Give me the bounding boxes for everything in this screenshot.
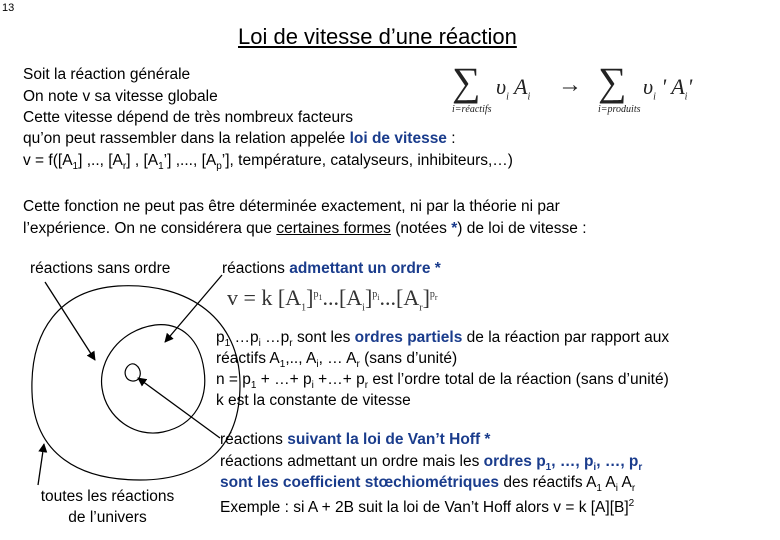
fn-part: ’] ,..., [A: [163, 152, 217, 169]
fn-sub: r: [122, 161, 127, 173]
formula-exp: p: [429, 288, 435, 300]
formula-part: ]: [364, 285, 373, 310]
text: de la réaction par rapport aux: [462, 329, 670, 346]
paragraph-text: (notées: [390, 220, 452, 237]
arrow-universe: [38, 444, 44, 485]
intro-line-1: Soit la réaction générale: [23, 66, 191, 83]
species-sub: i: [527, 91, 531, 103]
formula-part: v = k [A: [227, 285, 302, 310]
ordered-heading-term: admettant un ordre *: [289, 260, 441, 277]
text: + …+ p: [256, 371, 312, 388]
sum-symbol-right: ∑: [598, 59, 627, 104]
sub: i: [593, 462, 597, 474]
formula-sub: i: [362, 302, 365, 314]
sub: r: [364, 380, 369, 392]
vanthoff-heading-term: suivant la loi de Van’t Hoff *: [287, 431, 491, 448]
sup: 2: [628, 498, 635, 509]
paragraph-line-1: Cette fonction ne peut pas être déterminée exactement, ni par la théorie ni par: [23, 198, 560, 215]
formula-exp: p: [372, 288, 378, 300]
sub: 1: [224, 338, 231, 350]
fn-sub: p: [216, 161, 222, 173]
sum-index-products: i=produits: [598, 104, 641, 115]
ordres-partiels-term: ordres partiels: [354, 329, 463, 346]
sub: 1: [250, 380, 257, 392]
text: p: [216, 329, 225, 346]
sum-symbol-left: ∑: [452, 59, 481, 104]
formula-part: ]: [422, 285, 430, 310]
text: +…+ p: [313, 371, 365, 388]
arrow-no-order: [45, 282, 95, 360]
sub: 1: [279, 359, 286, 371]
nu-symbol: υ: [643, 74, 654, 99]
arrow-ordered: [165, 275, 222, 342]
prime: ': [655, 74, 667, 99]
text: Exemple : si A + 2B suit la loi de Van’t Hoff alors v = k [A][B]: [220, 499, 629, 517]
formula-part: ...[A: [379, 285, 420, 310]
species-symbol: A: [671, 74, 685, 99]
text: ,.., A: [285, 350, 317, 367]
formula-exp-sub: r: [434, 292, 438, 302]
text: n = p: [216, 371, 251, 388]
prime: ': [687, 74, 693, 99]
intro-line-3: Cette vitesse dépend de très nombreux facteurs: [23, 109, 353, 126]
universe-region: [32, 286, 240, 480]
universe-label-line-1: toutes les réactions: [40, 488, 175, 505]
sub: 1: [596, 483, 602, 495]
sub: r: [631, 483, 636, 495]
text: sont les: [292, 329, 355, 346]
text: (sans d’unité): [359, 350, 458, 367]
rate-constant-line: k est la constante de vitesse: [216, 392, 411, 409]
text: …p: [230, 329, 259, 346]
fn-part: ] , [A: [126, 152, 159, 169]
vanthoff-heading-prefix: réactions: [220, 431, 288, 448]
text: , … A: [318, 350, 357, 367]
ordered-heading: [222, 258, 441, 279]
text: A: [601, 474, 616, 491]
intro-line-4-text: qu’on peut rassembler dans la relation appelée: [23, 130, 350, 147]
ordered-heading-prefix: réactions: [222, 260, 290, 277]
text: est l’ordre total de la réaction (sans d’unité): [368, 371, 669, 388]
species-sub: i: [684, 91, 688, 103]
formula-part: ...[A: [322, 285, 363, 310]
stoichiometric-term: sont les coefficient stœchiométriques: [220, 474, 500, 491]
ordered-region: [102, 325, 205, 433]
vanthoff-example: [220, 493, 634, 518]
text: des réactifs A: [499, 474, 597, 491]
vanthoff-heading: [220, 429, 490, 450]
page-number: 13: [2, 2, 15, 14]
fn-part: ’], température, catalyseurs, inhibiteurs,…): [221, 152, 513, 169]
formula-exp: p: [313, 288, 319, 300]
formula-exp-sub: 1: [318, 292, 323, 302]
formula-exp-sub: i: [377, 292, 380, 302]
no-order-label: réactions sans ordre: [30, 260, 171, 277]
arrow-vanthoff: [138, 378, 220, 438]
sub: 1: [545, 462, 552, 474]
text: …p: [260, 329, 290, 346]
sub: r: [289, 338, 293, 350]
page-title: Loi de vitesse d’une réaction: [238, 24, 517, 49]
text: ordres p: [483, 453, 546, 470]
text: A: [618, 474, 632, 491]
fn-sub: 1: [158, 161, 164, 173]
fn-part: v = f([A: [23, 152, 73, 169]
paragraph-text: l’expérience. On ne considérera que: [23, 220, 277, 237]
formula-sub: 1: [301, 302, 307, 314]
sub: i: [615, 483, 619, 495]
reaction-arrow: →: [558, 72, 582, 98]
nu-sub: i: [506, 91, 509, 103]
text: , …, p: [551, 453, 594, 470]
loi-de-vitesse-term: loi de vitesse: [349, 130, 447, 147]
sub: i: [258, 338, 261, 350]
nu-symbol: υ: [496, 74, 507, 99]
fn-part: ] ,.., [A: [78, 152, 123, 169]
text: réactifs A: [216, 350, 280, 367]
formula-sub: r: [419, 302, 423, 314]
universe-label: [20, 486, 195, 528]
sub: i: [311, 380, 314, 392]
text: réactions admettant un ordre mais les: [220, 453, 484, 470]
species-symbol: A: [514, 74, 528, 99]
sum-index-reactants: i=réactifs: [452, 104, 492, 115]
certaines-formes-term: certaines formes: [276, 220, 391, 237]
asterisk-marker: *: [451, 220, 458, 237]
orders-term: [483, 453, 643, 474]
universe-label-line-2: de l’univers: [68, 509, 147, 526]
intro-line-4-end: :: [446, 130, 456, 147]
nu-sub: i: [653, 91, 656, 103]
sub: r: [638, 462, 643, 474]
sub: r: [356, 359, 360, 371]
rate-law-formula: [227, 285, 438, 313]
sub: i: [316, 359, 319, 371]
formula-part: ]: [306, 285, 314, 310]
fn-sub: 1: [72, 161, 79, 173]
paragraph-text: ) de loi de vitesse :: [457, 220, 587, 237]
text: , …, p: [596, 453, 639, 470]
intro-line-2: On note v sa vitesse globale: [23, 88, 218, 105]
